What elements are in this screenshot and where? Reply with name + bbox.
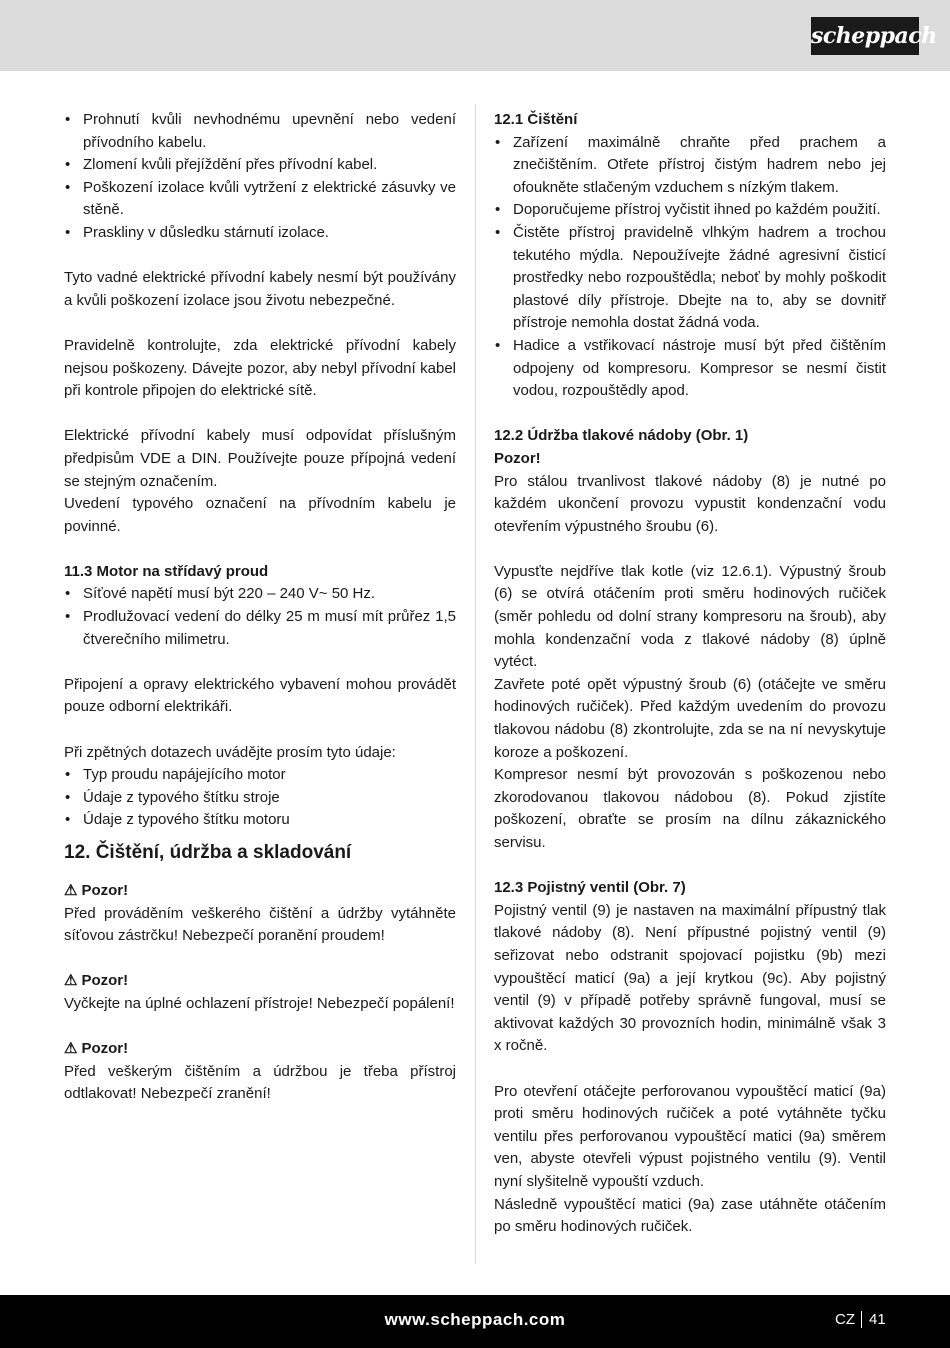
- list-item: • Zlomení kvůli přejíždění přes přívodní kabel.: [64, 154, 456, 177]
- left-column: [64, 109, 456, 1106]
- warning-text: Před prováděním veškerého čištění a údržby vytáhněte síťovou zástrčku! Nebezpečí poranění proudem!: [64, 904, 456, 945]
- warning-title: ⚠ Pozor!: [64, 970, 456, 993]
- motor-list: [64, 583, 456, 651]
- footer-separator: [861, 1311, 862, 1328]
- cleaning-list: [494, 132, 886, 403]
- warning-text: Vyčkejte na úplné ochlazení přístroje! Nebezpečí popálení!: [64, 994, 455, 1012]
- tank-warning: Pozor!: [494, 449, 541, 467]
- list-item: • Poškození izolace kvůli vytržení z elektrické zásuvky ve stěně.: [64, 177, 456, 222]
- brand-logo-text: scheppach: [811, 23, 937, 49]
- list-item: • Prohnutí kvůli nevhodnému upevnění nebo vedení přívodního kabelu.: [64, 109, 456, 154]
- list-item: • Zařízení maximálně chraňte před prachem a znečištěním. Otřete přístroj čistým hadrem nebo jej ofoukněte stlačeným vzduchem s nízkým tlakem.: [494, 132, 886, 200]
- paragraph-tank-2: Vypusťte nejdříve tlak kotle (viz 12.6.1). Výpustný šroub (6) se otvírá otáčením proti směru hodinových ručiček (směr pohledu od dolní strany kompresoru na šroub), aby mohla kondenzační voda z tlakové nádoby (8) úplně vytéct.: [494, 562, 886, 671]
- paragraph-tank-4: Kompresor nesmí být provozován s poškozenou nebo zkorodovanou tlakovou nádobou (8). Pokud zjistíte poškození, obraťte se prosím na dílnu zákaznického servisu.: [494, 766, 886, 851]
- list-item: • Typ proudu napájejícího motor: [64, 764, 456, 787]
- footer-page-number: 41: [869, 1311, 886, 1328]
- paragraph-valve-2: Pro otevření otáčejte perforovanou vypouštěcí maticí (9a) proti směru hodinových ručiček a poté vytáhněte tyčku ventilu přes perforovanou vypouštěcí matici (9a) směrem ven, abyste otevřeli výpust pojistného ventilu (9). Ventil nyní slyšitelně vypouští vzduch.: [494, 1082, 886, 1190]
- right-column: [494, 109, 886, 1239]
- list-item: • Čistěte přístroj pravidelně vlhkým hadrem a trochou tekutého mýdla. Nepoužívejte žádné agresivní čisticí prostředky nebo rozpouštědla; neboť by mohly poškodit plastové díly přístroje. Dbejte na to, aby se dovnitř přístroje nemohla dostat žádná voda.: [494, 222, 886, 335]
- list-item: • Údaje z typového štítku motoru: [64, 809, 456, 832]
- paragraph-queries: Při zpětných dotazech uvádějte prosím tyto údaje:: [64, 743, 396, 761]
- damage-list: [64, 109, 456, 245]
- warning-icon: ⚠: [64, 972, 78, 990]
- paragraph-defective-cables: Tyto vadné elektrické přívodní kabely nesmí být používány a kvůli poškození izolace jsou životu nebezpečné.: [64, 269, 456, 309]
- warning-title: ⚠ Pozor!: [64, 880, 456, 903]
- footer-language: CZ: [835, 1311, 855, 1328]
- list-item: • Prodlužovací vedení do délky 25 m musí mít průřez 1,5 čtverečního milimetru.: [64, 606, 456, 651]
- header-band: [0, 0, 950, 71]
- list-item: • Údaje z typového štítku stroje: [64, 787, 456, 810]
- list-item: • Doporučujeme přístroj vyčistit ihned po každém použití.: [494, 199, 886, 222]
- paragraph-check-cables: Pravidelně kontrolujte, zda elektrické přívodní kabely nejsou poškozeny. Dávejte pozor, aby nebyl přívodní kabel při kontrole připojen do elektrické sítě.: [64, 336, 456, 400]
- section-heading-tank: 12.2 Údržba tlakové nádoby (Obr. 1): [494, 427, 749, 445]
- paragraph-type-label: Uvedení typového označení na přívodním kabelu je povinné.: [64, 495, 456, 535]
- paragraph-tank-3: Zavřete poté opět výpustný šroub (6) (otáčejte ve směru hodinových ručiček). Před každým uvedením do provozu tlakovou nádobu (8) zkontrolujte, zda se na ní nevyskytuje koroze a poškození.: [494, 675, 886, 761]
- warning-icon: ⚠: [64, 882, 78, 899]
- list-item: • Síťové napětí musí být 220 – 240 V~ 50 Hz.: [64, 583, 456, 606]
- query-list: [64, 764, 456, 832]
- warning-icon: ⚠: [64, 1040, 78, 1058]
- list-item: • Hadice a vstřikovací nástroje musí být před čištěním odpojeny od kompresoru. Kompresor se nesmí čistit vodou, rozpouštědly apod.: [494, 335, 886, 403]
- footer-website-link[interactable]: www.scheppach.com: [384, 1310, 566, 1329]
- section-heading-motor: 11.3 Motor na střídavý proud: [64, 562, 269, 580]
- brand-logo: [811, 17, 937, 55]
- list-item: • Praskliny v důsledku stárnutí izolace.: [64, 222, 456, 245]
- paragraph-tank-1: Pro stálou trvanlivost tlakové nádoby (8) je nutné po každém ukončení provozu vypustit kondenzační vodu otevřením výpustného šroubu (6).: [494, 472, 886, 535]
- paragraph-electrician: Připojení a opravy elektrického vybavení mohou provádět pouze odborní elektrikáři.: [64, 675, 456, 716]
- column-divider: [475, 104, 476, 1264]
- paragraph-valve-3: Následně vypouštěcí matici (9a) zase utáhněte otáčením po směru hodinových ručiček.: [494, 1195, 886, 1236]
- section-heading-valve: 12.3 Pojistný ventil (Obr. 7): [494, 879, 686, 897]
- warning-title: ⚠ Pozor!: [64, 1038, 456, 1061]
- chapter-heading: 12. Čištění, údržba a skladování: [64, 842, 352, 863]
- paragraph-vde-din: Elektrické přívodní kabely musí odpovídat příslušným předpisům VDE a DIN. Používejte pouze přípojná vedení se stejným označením.: [64, 427, 456, 490]
- footer-bar: [0, 1295, 950, 1348]
- warning-text: Před veškerým čištěním a údržbou je třeba přístroj odtlakovat! Nebezpečí zranění!: [64, 1062, 456, 1103]
- paragraph-valve-1: Pojistný ventil (9) je nastaven na maximální přípustný tlak tlakové nádoby (8). Není přípustné pojistný ventil (9) seřizovat nebo odstranit spojovací pojistku (9b) mezi vypouštěcí maticí (9a) a její krytkou (9c). Aby pojistný ventil (9) v případě potřeby správně fungoval, musí se aktivovat každých 30 provozních hodin, minimálně však 3 x ročně.: [494, 901, 886, 1055]
- section-heading-cleaning: 12.1 Čištění: [494, 111, 578, 128]
